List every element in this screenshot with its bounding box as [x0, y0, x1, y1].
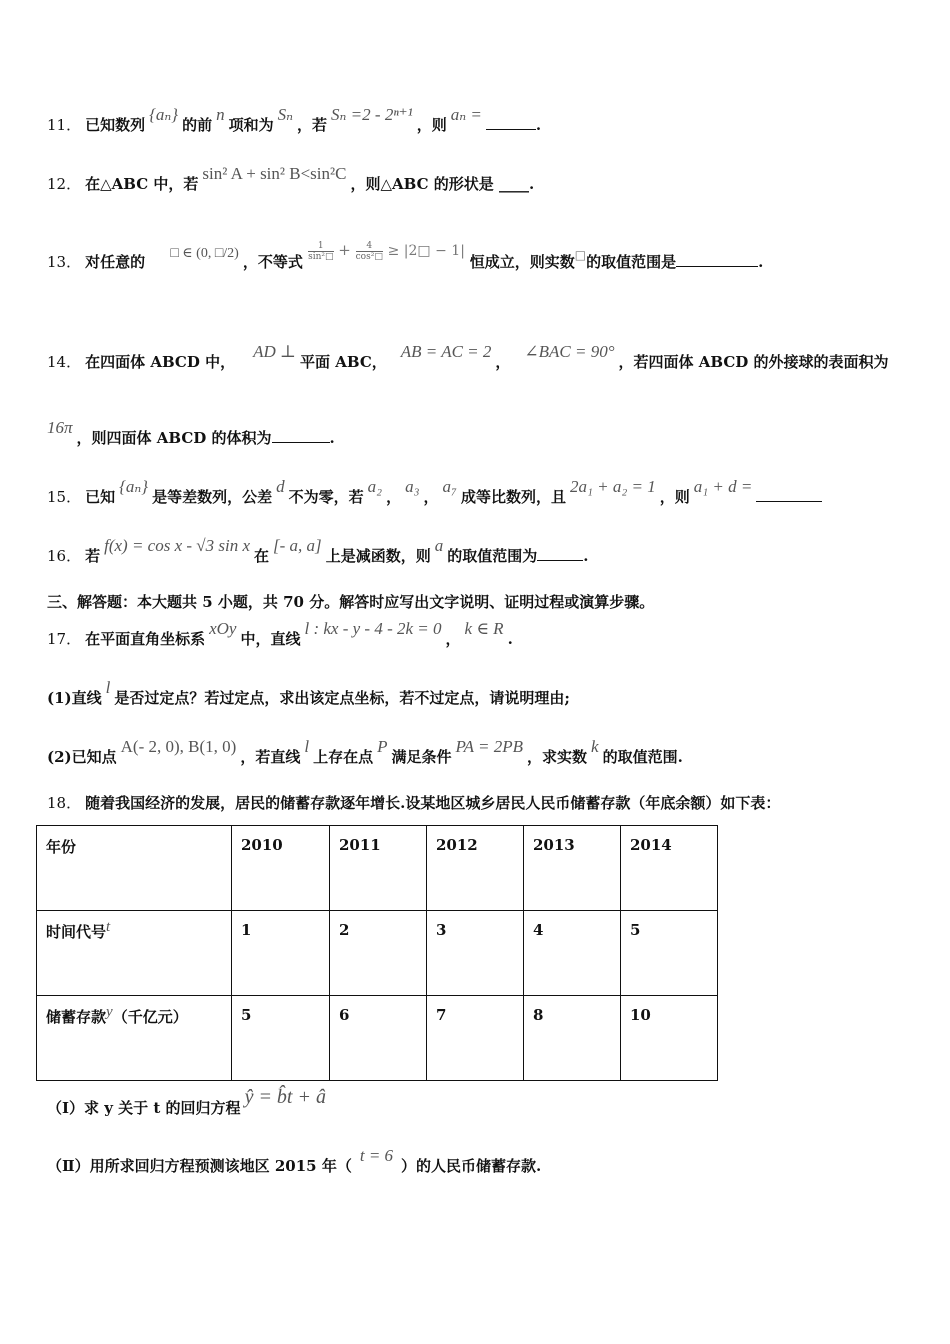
table-cell: 5 — [232, 996, 330, 1081]
row-label-symbol: t — [106, 919, 111, 935]
answer-blank — [756, 487, 822, 502]
table-row — [37, 826, 718, 911]
table-cell: 2011 — [330, 826, 427, 911]
row-label — [37, 996, 232, 1081]
question-17-part-1: (1)直线l是否过定点？若过定点，求出该定点坐标，若不过定点，请说明理由; — [47, 678, 570, 707]
section-heading: 三、解答题：本大题共 5 小题，共 70 分。解答时应写出文字说明、证明过程或演算步骤。 — [47, 593, 655, 611]
table-row — [37, 911, 718, 996]
row-label-unit: （千亿元） — [112, 1008, 188, 1026]
table-cell: 8 — [524, 996, 621, 1081]
question-18: 18． 随着我国经济的发展，居民的储蓄存款逐年增长.设某地区城乡居民人民币储蓄存款（年底余额）如下表： — [47, 794, 781, 812]
table-cell: 2012 — [427, 826, 524, 911]
table-row — [37, 996, 718, 1081]
answer-blank — [272, 428, 330, 443]
table-cell: 2010 — [232, 826, 330, 911]
table-cell: 2013 — [524, 826, 621, 911]
row-label — [37, 911, 232, 996]
question-18-part-1: （Ⅰ）求 y 关于 t 的回归方程 ŷ = b̂t + â — [47, 1086, 326, 1117]
question-number: 11． — [47, 116, 82, 134]
question-18-part-2: （Ⅱ）用所求回归方程预测该地区 2015 年（t = 6）的人民币储蓄存款. — [47, 1146, 542, 1175]
table-cell: 7 — [427, 996, 524, 1081]
row-label — [37, 826, 232, 911]
question-11: 11． 已知数列{aₙ}的前n项和为Sₙ，若Sₙ =2 - 2ⁿ⁺¹，则aₙ =. — [47, 105, 542, 134]
savings-table — [36, 825, 718, 1081]
inequality-formula: $\frac{1}{\text{sin²□}}$ + $\frac{4}{\text{cos²□}}$ ≥ |2□ − 1| — [308, 240, 465, 262]
table-cell: 2014 — [621, 826, 718, 911]
table-cell: 3 — [427, 911, 524, 996]
answer-blank — [676, 252, 758, 267]
question-15: 15． 已知{aₙ}是等差数列，公差d不为零，若a₂，a₃，a₇成等比数列，且2a₁ + a₂ = 1，则a₁ + d = — [47, 487, 822, 507]
row-label-text: 年份 — [46, 838, 77, 856]
row-label-symbol: y — [106, 1004, 113, 1020]
question-14: 14． 在四面体 ABCD 中，AD ⊥平面 ABC，AB = AC = 2，∠BAC = 90°，若四面体 ABCD 的外接球的表面积为 — [47, 342, 889, 371]
table-cell: 1 — [232, 911, 330, 996]
question-13: 13． 对任意的 □ ∈ (0, □/2) ，不等式 $\frac{1}{\text{sin²□}}$ + $\frac{4}{\text{cos²□}}$ ≥ |2□ − 1| 恒成立，则实数□的取值范围是 . — [47, 240, 764, 271]
question-16: 16． 若f(x) = cos x - √3 sin x在[- a, a]上是减函数，则a的取值范围为 . — [47, 536, 589, 565]
answer-blank — [486, 115, 536, 130]
question-17-part-2: (2)已知点A(- 2, 0), B(1, 0)，若直线l上存在点P满足条件PA = 2PB，求实数k的取值范围. — [47, 737, 683, 766]
table-cell: 5 — [621, 911, 718, 996]
row-label-text: 时间代号 — [46, 923, 107, 941]
table-cell: 2 — [330, 911, 427, 996]
question-14-continued: 16π，则四面体 ABCD 的体积为 . — [47, 418, 335, 447]
row-label-text: 储蓄存款 — [46, 1008, 107, 1026]
question-17: 17． 在平面直角坐标系xOy中，直线l : kx - y - 4 - 2k = 0，k ∈ R. — [47, 619, 513, 648]
answer-blank — [537, 546, 583, 561]
table-cell: 10 — [621, 996, 718, 1081]
table-cell: 6 — [330, 996, 427, 1081]
table-cell: 4 — [524, 911, 621, 996]
question-12: 12． 在△ABC 中，若sin² A + sin² B<sin²C，则△ABC 的形状是 ____. — [47, 164, 535, 193]
